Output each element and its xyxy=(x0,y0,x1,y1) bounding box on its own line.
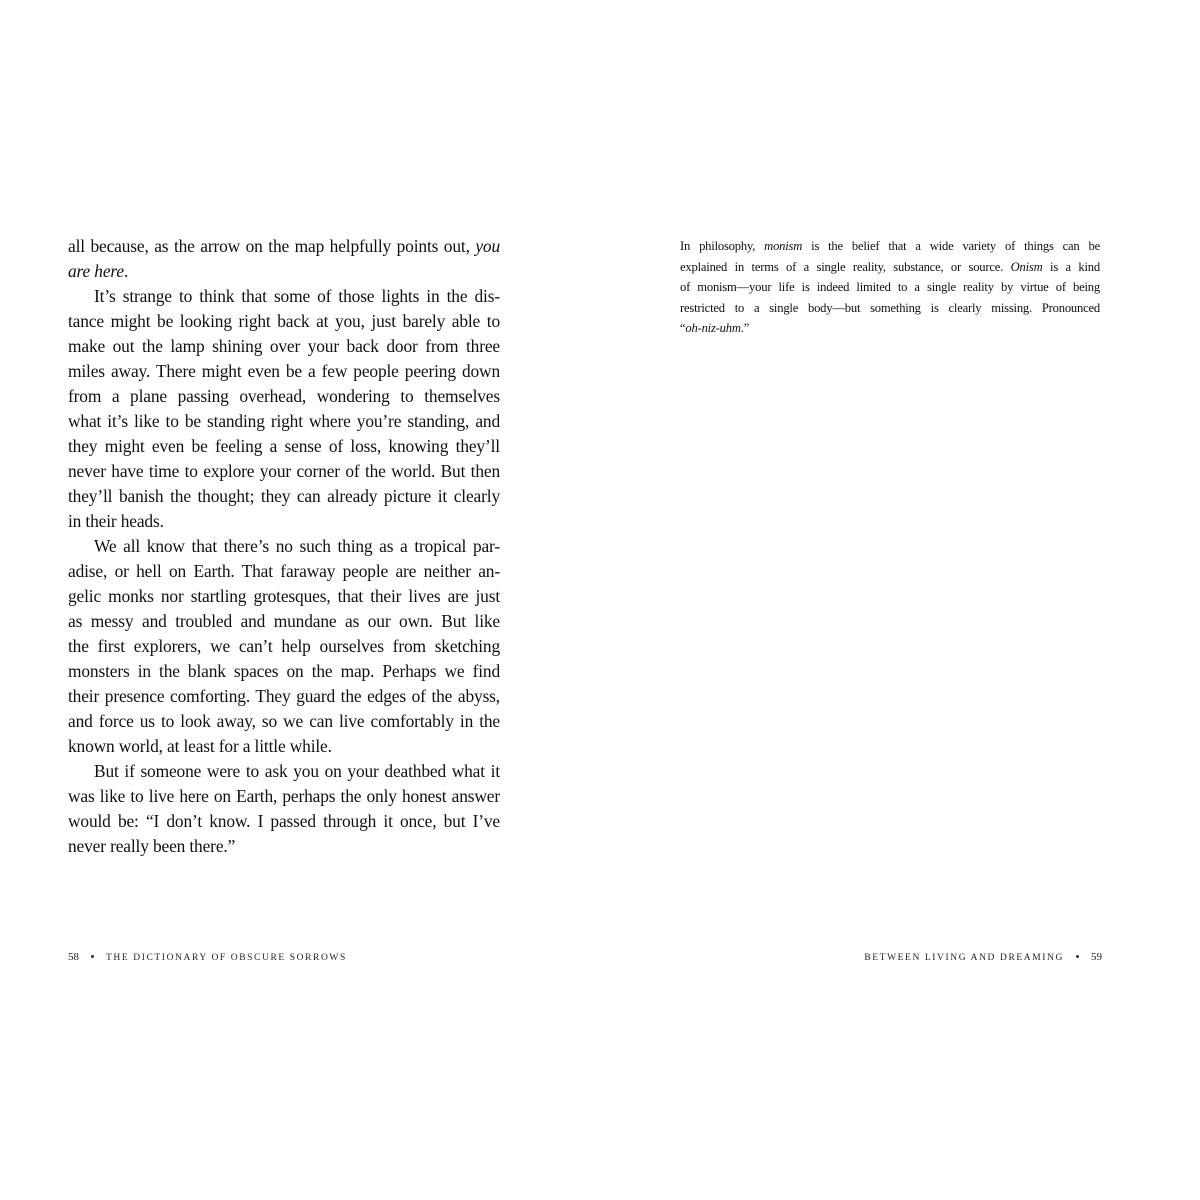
text-line: they might even be feeling a sense of loss, knowing they’ll xyxy=(68,436,500,456)
text-line: It’s strange to think that some of those lights in the dis- xyxy=(94,286,500,306)
bullet-separator-icon xyxy=(1076,955,1079,958)
text-line: in their heads. xyxy=(68,511,164,531)
text-line: are here. xyxy=(68,261,129,281)
text-line: never have time to explore your corner of the world. But then xyxy=(68,461,500,481)
footnote-line: restricted to a single body—but something is clearly missing. Pronounced xyxy=(680,300,1100,315)
text-line: the first explorers, we can’t help ourselves from sketching xyxy=(68,636,500,656)
bullet-separator-icon xyxy=(91,955,94,958)
text-line: they’ll banish the thought; they can already picture it clearly xyxy=(68,486,500,506)
page-number: 59 xyxy=(1091,951,1102,963)
text-line: make out the lamp shining over your back door from three xyxy=(68,336,500,356)
left-page-footer xyxy=(68,951,347,963)
text-line: from a plane passing overhead, wondering to themselves xyxy=(68,386,500,406)
text-line: their presence comforting. They guard the edges of the abyss, xyxy=(68,686,500,706)
text-line: monsters in the blank spaces on the map. Perhaps we find xyxy=(68,661,500,681)
text-line: We all know that there’s no such thing as a tropical par- xyxy=(94,536,500,556)
text-line: tance might be looking right back at you, just barely able to xyxy=(68,311,500,331)
text-line: But if someone were to ask you on your deathbed what it xyxy=(94,761,500,781)
text-line: would be: “I don’t know. I passed through it once, but I’ve xyxy=(68,811,500,831)
page-number: 58 xyxy=(68,951,79,963)
text-line: never really been there.” xyxy=(68,836,236,856)
text-line: gelic monks nor startling grotesques, that their lives are just xyxy=(68,586,500,606)
text-line: miles away. There might even be a few people peering down xyxy=(68,361,500,381)
text-line: was like to live here on Earth, perhaps the only honest answer xyxy=(68,786,500,806)
footnote-line: In philosophy, monism is the belief that a wide variety of things can be xyxy=(680,239,1100,253)
text-line: what it’s like to be standing right where you’re standing, and xyxy=(68,411,500,431)
text-line: all because, as the arrow on the map helpfully points out, you xyxy=(68,236,500,256)
left-page-body xyxy=(68,234,500,859)
running-head: THE DICTIONARY OF OBSCURE SORROWS xyxy=(106,953,347,963)
text-line: adise, or hell on Earth. That faraway people are neither an- xyxy=(68,561,500,581)
text-line: known world, at least for a little while. xyxy=(68,736,332,756)
footnote-line: “oh-niz-uhm.” xyxy=(680,321,750,335)
running-head: BETWEEN LIVING AND DREAMING xyxy=(864,953,1064,963)
right-page-footnote xyxy=(680,236,1100,339)
text-line: and force us to look away, so we can live comfortably in the xyxy=(68,711,500,731)
footnote-line: explained in terms of a single reality, substance, or source. Onism is a kind xyxy=(680,259,1100,274)
text-line: as messy and troubled and mundane as our own. But like xyxy=(68,611,500,631)
right-page-footer xyxy=(864,951,1102,963)
footnote-line: of monism—your life is indeed limited to a single reality by virtue of being xyxy=(680,280,1100,294)
